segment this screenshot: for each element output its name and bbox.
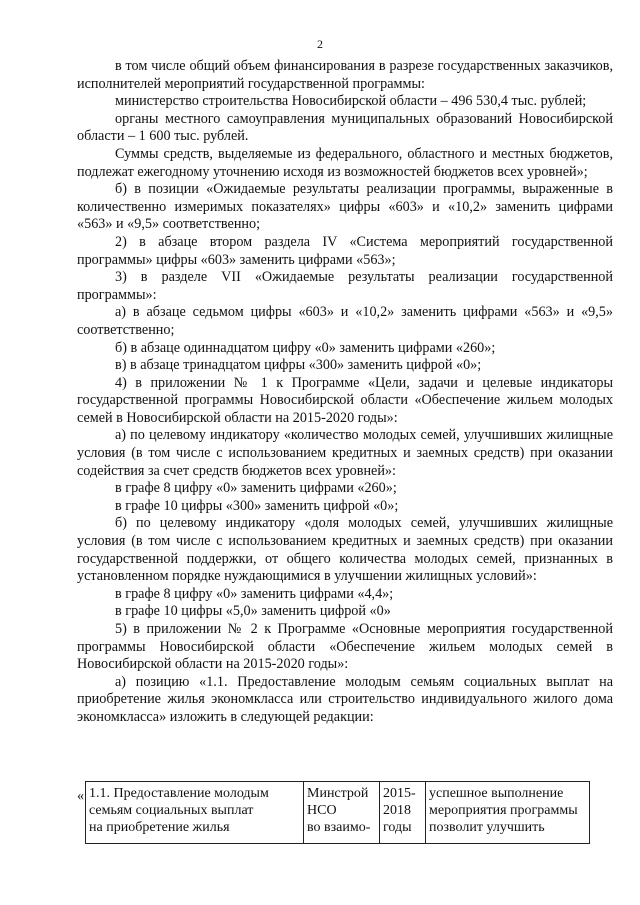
paragraph: в) в абзаце тринадцатом цифры «300» заменить цифрой «0»; — [115, 357, 482, 374]
paragraph: а) позицию «1.1. Предоставление молодым семьям социальных выплат на приобретение жилья экономкласса или строительство индивидуального жилого дома экономкласса» изложить в следующей редакции: — [77, 673, 613, 725]
cell-line: годы — [383, 820, 412, 836]
table-cell-measure — [86, 782, 304, 844]
paragraph: б) в абзаце одиннадцатом цифру «0» заменить цифрами «260»; — [115, 339, 496, 356]
paragraph: 3) в разделе VII «Ожидаемые результаты реализации государственной программы»: — [77, 269, 613, 303]
paragraph: б) в позиции «Ожидаемые результаты реализации программы, выраженные в количественно измеримых показателях» цифры «603» и «10,2» заменить цифрами «563» и «9,5» соответственно; — [77, 181, 613, 233]
paragraph: 5) в приложении № 2 к Программе «Основные мероприятия государственной программы Новосибирской области «Обеспечение жильем молодых семей в Новосибирской области на 2015-2020 годы»: — [77, 621, 613, 673]
cell-line: мероприятия программы — [429, 803, 578, 819]
cell-line: 1.1. Предоставление молодым — [89, 786, 269, 801]
paragraph: в графе 8 цифру «0» заменить цифрами «4,4»; — [115, 585, 394, 602]
amendment-table — [85, 781, 590, 844]
cell-line: 2018 — [383, 803, 411, 819]
cell-line: позволит улучшить — [429, 820, 545, 836]
document-body — [77, 58, 613, 727]
paragraph: в графе 8 цифру «0» заменить цифрами «260»; — [115, 480, 397, 497]
paragraph: а) в абзаце седьмом цифры «603» и «10,2» заменить цифрами «563» и «9,5» соответственно; — [77, 304, 613, 338]
paragraph: в том числе общий объем финансирования в разрезе государственных заказчиков, исполнителей мероприятий государственной программы: — [77, 58, 613, 92]
cell-line: успешное выполнение — [429, 786, 564, 801]
cell-line: семьям социальных выплат — [89, 803, 254, 819]
open-quote: « — [77, 788, 85, 804]
paragraph: Суммы средств, выделяемые из федерального, областного и местных бюджетов, подлежат ежегодному уточнению исходя из возможностей бюджетов всех уровней»; — [77, 145, 613, 180]
table-cell-period — [380, 782, 426, 844]
cell-line: на приобретение жилья — [89, 820, 230, 836]
table-row — [86, 782, 590, 844]
paragraph: органы местного самоуправления муниципальных образований Новосибирской области – 1 600 тыс. рублей. — [77, 110, 613, 145]
cell-line: НСО — [307, 803, 337, 819]
paragraph: 4) в приложении № 1 к Программе «Цели, задачи и целевые индикаторы государственной программы Новосибирской области «Обеспечение жильем молодых семей в Новосибирской области на 2015-2020 годы»: — [77, 374, 613, 426]
paragraph: в графе 10 цифры «300» заменить цифрой «0»; — [115, 497, 399, 514]
paragraph: 2) в абзаце втором раздела IV «Система мероприятий государственной программы» цифры «603» заменить цифрами «563»; — [77, 233, 613, 268]
paragraph: министерство строительства Новосибирской области – 496 530,4 тыс. рублей; — [115, 93, 587, 110]
cell-line: 2015- — [383, 786, 416, 801]
cell-line: Минстрой — [307, 786, 369, 801]
table-cell-result — [426, 782, 590, 844]
table-cell-executor — [304, 782, 380, 844]
paragraph: в графе 10 цифры «5,0» заменить цифрой «0» — [115, 603, 391, 620]
paragraph: а) по целевому индикатору «количество молодых семей, улучшивших жилищные условия (в том числе с использованием кредитных и заемных средств) при оказании содействия за счет средств бюджетов всех уровней»: — [77, 427, 613, 479]
page-number: 2 — [317, 37, 323, 51]
paragraph: б) по целевому индикатору «доля молодых семей, улучшивших жилищные условия (в том числе с использованием кредитных и заемных средств) при оказании государственной поддержки, от общего количества молодых семей, признанных в установленном порядке нуждающимися в улучшении жилищных условий»: — [77, 515, 613, 585]
cell-line: во взаимо- — [307, 820, 371, 836]
